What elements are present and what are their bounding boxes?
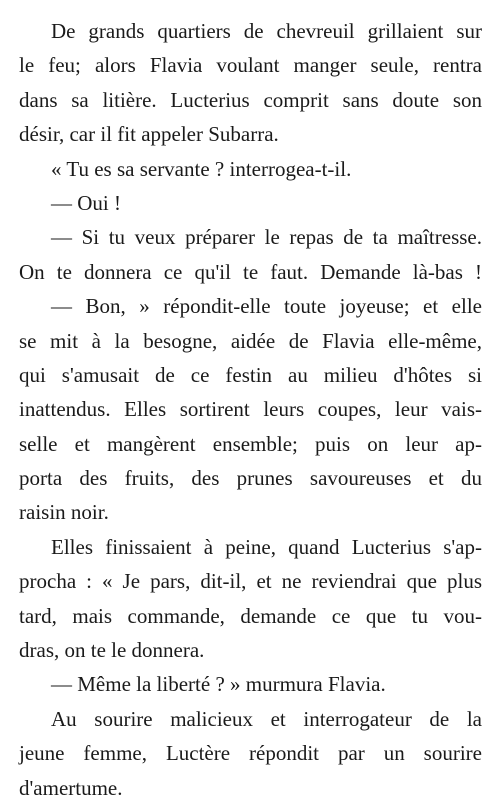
text-line: inattendus. Elles sortirent leurs coupes, leur vais- — [19, 397, 482, 422]
text-line: De grands quartiers de chevreuil grillaient sur — [51, 19, 482, 43]
text-line: Elles finissaient à peine, quand Lucterius s'ap- — [51, 534, 482, 559]
text-line: dans sa litière. Lucterius comprit sans doute son — [19, 87, 482, 112]
text-line: — Bon, » répondit-elle toute joyeuse; et elle — [51, 294, 482, 319]
text-line: Au sourire malicieux et interrogateur de la — [51, 706, 482, 731]
text-line: raisin noir. — [19, 500, 109, 525]
text-line: procha : « Je pars, dit-il, et ne reviendrai que plus — [19, 569, 482, 594]
text-line: tard, mais commande, demande ce que tu vou- — [19, 603, 482, 628]
text-line: se mit à la besogne, aidée de Flavia elle-même, — [19, 328, 482, 353]
text-line: — Même la liberté ? » murmura Flavia. — [51, 672, 386, 697]
text-line: désir, car il fit appeler Subarra. — [19, 122, 279, 147]
text-line: porta des fruits, des prunes savoureuses et du — [19, 466, 482, 491]
text-line: « Tu es sa servante ? interrogea-t-il. — [51, 156, 352, 181]
text-line: — Oui ! — [51, 190, 121, 215]
text-line: d'amertume. — [19, 775, 123, 800]
text-line: selle et mangèrent ensemble; puis on leur ap- — [19, 431, 482, 456]
text-line: On te donnera ce qu'il te faut. Demande là-bas ! — [19, 259, 482, 284]
text-line: jeune femme, Luctère répondit par un sourire — [19, 741, 482, 766]
text-line: qui s'amusait de ce festin au milieu d'hôtes si — [19, 362, 482, 387]
text-line: le feu; alors Flavia voulant manger seule, rentra — [19, 53, 482, 78]
text-line: dras, on te le donnera. — [19, 638, 205, 663]
text-line: — Si tu veux préparer le repas de ta maîtresse. — [51, 225, 482, 250]
